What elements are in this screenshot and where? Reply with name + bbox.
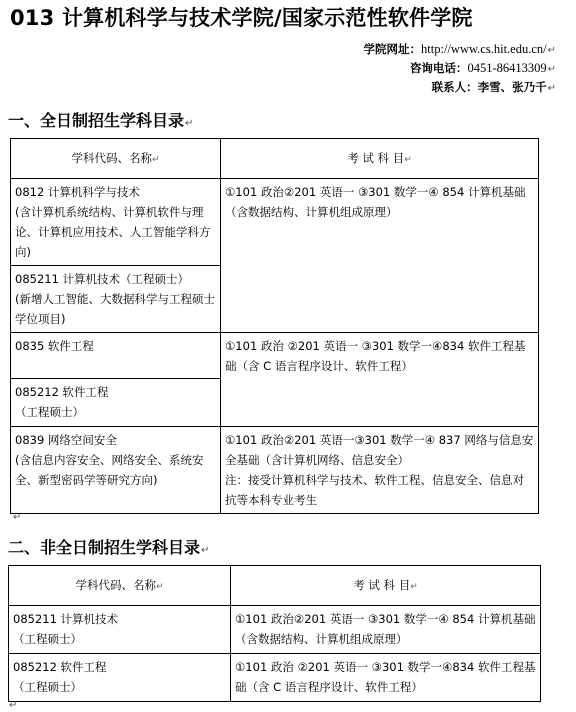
program-detail: （工程硕士）	[13, 632, 82, 646]
paragraph-mark-icon: ↵	[201, 545, 210, 556]
subjects-cell	[221, 427, 539, 514]
subjects-note: 注：接受计算机科学与技术、软件工程、信息安全、信息对抗等本科专业考生	[225, 473, 524, 507]
table-row	[11, 427, 539, 514]
program-detail: (含信息内容安全、网络安全、系统安全、新型密码学等研究方向)	[15, 453, 204, 487]
program-name: 0835 软件工程	[15, 339, 94, 353]
subjects-text: ①101 政治 ②201 英语一 ③301 数学一④834 软件工程基础（含 C 语言程序设计、软件工程）	[235, 660, 536, 694]
website-link[interactable]: http://www.cs.hit.edu.cn/	[421, 42, 547, 56]
program-cell	[9, 606, 231, 654]
section-heading-parttime	[8, 535, 209, 558]
program-cell	[11, 333, 221, 379]
subjects-cell	[221, 333, 539, 427]
subjects-cell	[231, 606, 541, 654]
phone-label: 咨询电话：	[409, 61, 468, 75]
header-program: 学科代码、名称↵	[11, 139, 221, 179]
program-cell	[9, 654, 231, 702]
paragraph-mark-icon: ↵	[547, 83, 556, 94]
program-name: 085211 计算机技术（工程硕士）	[15, 272, 190, 286]
paragraph-mark-icon: ↵	[547, 64, 556, 75]
section-heading-text: 一、全日制招生学科目录	[8, 111, 185, 130]
program-name: 085211 计算机技术	[13, 612, 119, 626]
phone-line	[410, 59, 556, 79]
website-label: 学院网址：	[363, 42, 422, 56]
program-cell	[11, 379, 221, 427]
program-name: 085212 软件工程	[13, 660, 107, 674]
program-detail: (新增人工智能、大数据科学与工程硕士学位项目)	[15, 292, 215, 326]
subjects-cell	[221, 179, 539, 333]
subjects-text: ①101 政治②201 英语一③301 数学一④ 837 网络与信息安全基础（含计算机网络、信息安全）	[225, 433, 534, 467]
table-header-row	[11, 139, 539, 179]
paragraph-mark-icon: ↵	[547, 45, 556, 56]
fulltime-program-table	[10, 138, 539, 514]
table-row	[9, 606, 541, 654]
table-row	[9, 654, 541, 702]
page-title: 013 计算机科学与技术学院/国家示范性软件学院	[10, 6, 473, 30]
contact-label: 联系人：	[431, 80, 478, 94]
parttime-program-table	[8, 565, 541, 702]
program-detail: (含计算机系统结构、计算机软件与理论、计算机应用技术、人工智能学科方向)	[15, 205, 211, 259]
program-detail: （工程硕士）	[13, 680, 82, 694]
paragraph-mark-icon: ↵	[9, 700, 18, 711]
header-subjects: 考 试 科 目↵	[221, 139, 539, 179]
program-name: 0839 网络空间安全	[15, 433, 117, 447]
table-header-row	[9, 566, 541, 606]
paragraph-mark-icon: ↵	[13, 512, 22, 523]
paragraph-mark-icon: ↵	[185, 118, 194, 129]
program-name: 0812 计算机科学与技术	[15, 185, 140, 199]
subjects-cell	[231, 654, 541, 702]
table-row	[11, 179, 539, 266]
phone-value: 0451-86413309	[467, 61, 547, 75]
section-heading-fulltime	[8, 108, 193, 131]
program-name: 085212 软件工程	[15, 385, 109, 399]
subjects-text: ①101 政治②201 英语一 ③301 数学一④ 854 计算机基础（含数据结构、计算机组成原理）	[225, 185, 526, 219]
header-program: 学科代码、名称↵	[9, 566, 231, 606]
contact-line	[432, 78, 556, 98]
program-cell	[11, 266, 221, 333]
program-detail: （工程硕士）	[15, 405, 84, 419]
program-cell	[11, 179, 221, 266]
section-heading-text: 二、非全日制招生学科目录	[8, 538, 201, 557]
website-line	[364, 40, 556, 60]
table-row	[11, 333, 539, 379]
contact-value: 李雪、张乃千	[477, 80, 547, 94]
header-subjects: 考 试 科 目↵	[231, 566, 541, 606]
subjects-text: ①101 政治 ②201 英语一 ③301 数学一④834 软件工程基础（含 C 语言程序设计、软件工程）	[225, 339, 526, 373]
subjects-text: ①101 政治②201 英语一 ③301 数学一④ 854 计算机基础（含数据结构、计算机组成原理）	[235, 612, 536, 646]
program-cell	[11, 427, 221, 514]
